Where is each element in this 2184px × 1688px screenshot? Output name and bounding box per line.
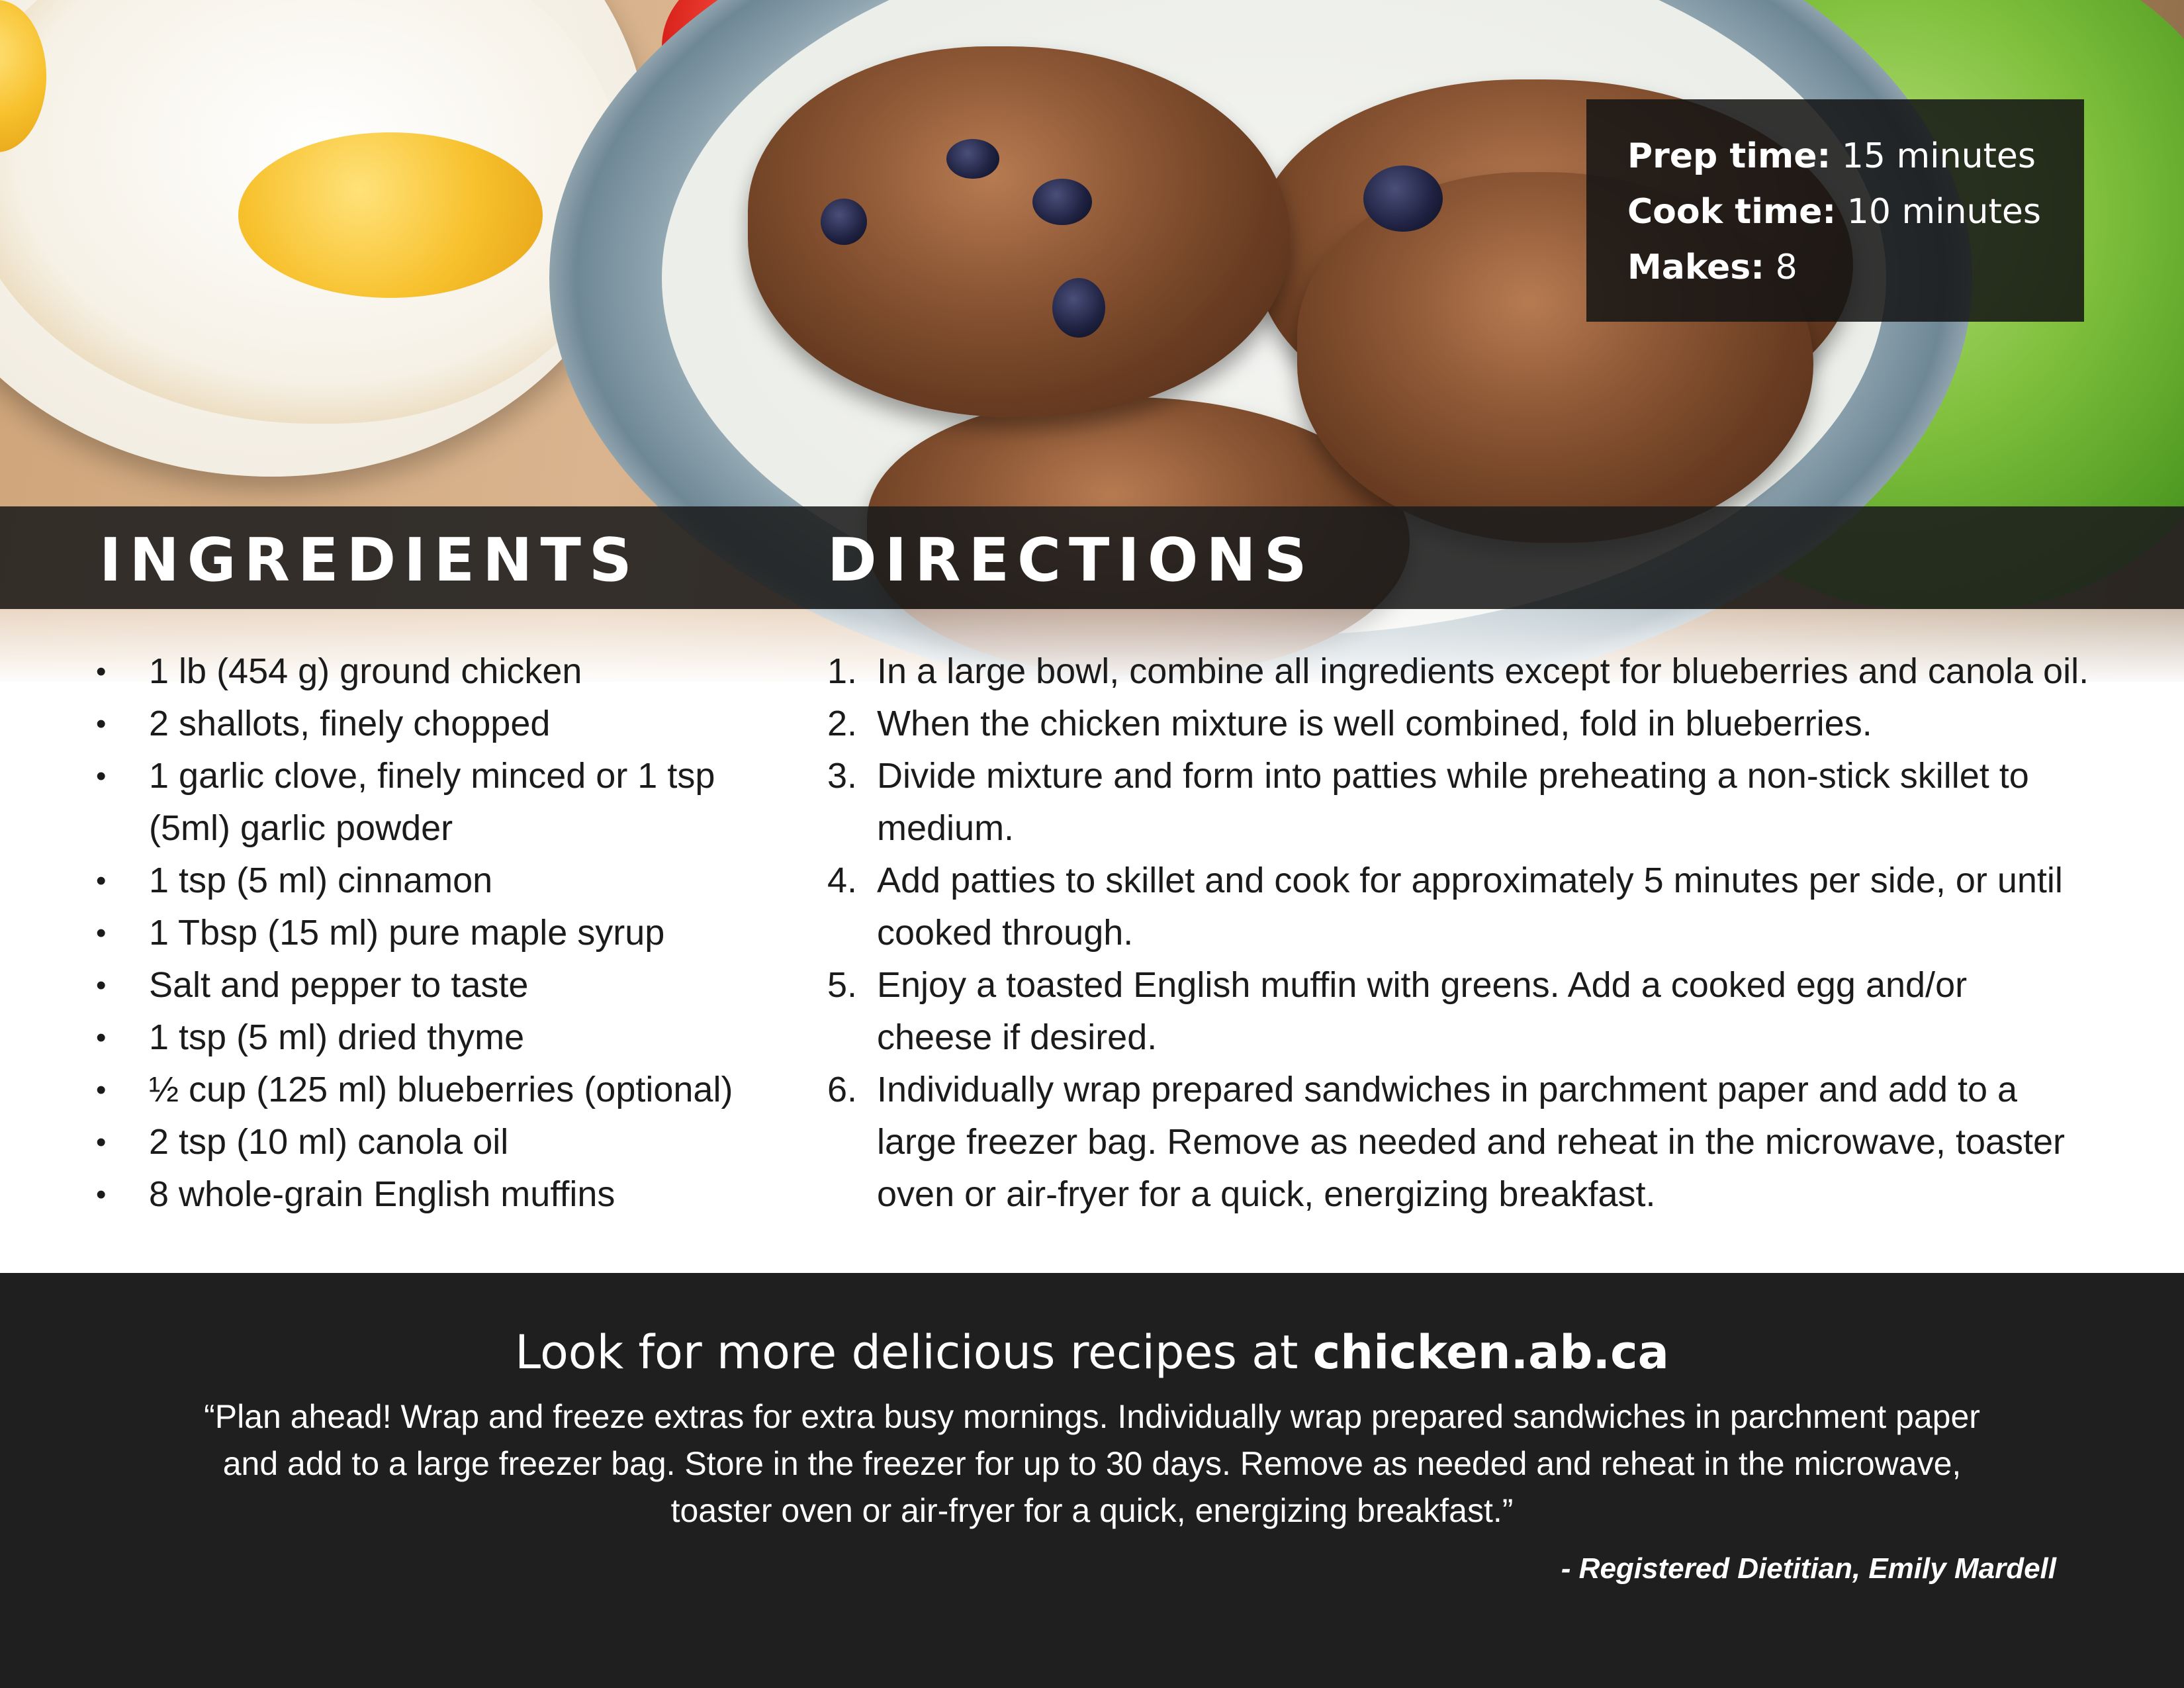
quote-attribution: - Registered Dietitian, Emily Mardell bbox=[1561, 1552, 2056, 1585]
directions-list bbox=[821, 645, 2091, 1221]
ingredient-item: • ½ cup (125 ml) blueberries (optional) bbox=[93, 1064, 768, 1116]
prep-time-value: 15 minutes bbox=[1841, 136, 2036, 176]
cook-time-label: Cook time: bbox=[1627, 192, 1837, 232]
step-text: Add patties to skillet and cook for approximately 5 minutes per side, or until cooked through. bbox=[877, 861, 2063, 953]
blueberry-image bbox=[1032, 179, 1092, 225]
prep-time bbox=[1627, 128, 2084, 184]
ingredient-item: • 8 whole-grain English muffins bbox=[93, 1168, 768, 1221]
footer-heading bbox=[0, 1324, 2184, 1381]
makes bbox=[1627, 240, 2084, 295]
website-link[interactable]: chicken.ab.ca bbox=[1312, 1325, 1669, 1380]
egg-yolk-image bbox=[238, 132, 543, 298]
ingredients-list bbox=[93, 645, 768, 1221]
step-number: 3. bbox=[827, 756, 858, 796]
ingredient-item: • 1 tsp (5 ml) dried thyme bbox=[93, 1011, 768, 1064]
step-number: 1. bbox=[827, 651, 858, 691]
direction-step bbox=[821, 855, 2091, 959]
ingredient-item: • 1 Tbsp (15 ml) pure maple syrup bbox=[93, 907, 768, 959]
step-text: Divide mixture and form into patties while preheating a non-stick skillet to medium. bbox=[877, 756, 2029, 848]
direction-step bbox=[821, 698, 2091, 750]
ingredient-item: • Salt and pepper to taste bbox=[93, 959, 768, 1011]
ingredient-item: • 1 tsp (5 ml) cinnamon bbox=[93, 855, 768, 907]
blueberry-image bbox=[821, 199, 867, 245]
cook-time bbox=[1627, 184, 2084, 240]
prep-time-label: Prep time: bbox=[1627, 136, 1831, 176]
ingredient-item: • 2 tsp (10 ml) canola oil bbox=[93, 1116, 768, 1168]
direction-step bbox=[821, 1064, 2091, 1221]
step-number: 2. bbox=[827, 704, 858, 743]
step-number: 5. bbox=[827, 965, 858, 1005]
directions-heading: DIRECTIONS bbox=[827, 526, 1315, 595]
ingredient-item: • 1 garlic clove, finely minced or 1 tsp (5ml) garlic powder bbox=[93, 750, 768, 855]
step-number: 4. bbox=[827, 861, 858, 900]
direction-step bbox=[821, 645, 2091, 698]
blueberry-image bbox=[1363, 165, 1443, 232]
blueberry-image bbox=[946, 139, 999, 179]
ingredient-item: • 1 lb (454 g) ground chicken bbox=[93, 645, 768, 698]
direction-step bbox=[821, 959, 2091, 1064]
step-number: 6. bbox=[827, 1070, 858, 1109]
step-text: Enjoy a toasted English muffin with greens. Add a cooked egg and/or cheese if desired. bbox=[877, 965, 1968, 1057]
direction-step bbox=[821, 750, 2091, 855]
blueberry-image bbox=[1052, 278, 1105, 338]
makes-value: 8 bbox=[1775, 248, 1797, 287]
footer-heading-text: Look for more delicious recipes at bbox=[515, 1325, 1313, 1380]
dietitian-quote: “Plan ahead! Wrap and freeze extras for extra busy mornings. Individually wrap prepared sandwiches in parchment paper and add to a large freezer bag. Store in the freezer for up to 30 days. Remove as needed and reheat in the microwave, toaster oven or air-fryer for a quick, energizing breakfast.” bbox=[204, 1398, 1980, 1529]
step-text: In a large bowl, combine all ingredients except for blueberries and canola oil. bbox=[877, 651, 2089, 691]
cook-time-value: 10 minutes bbox=[1846, 192, 2041, 232]
step-text: Individually wrap prepared sandwiches in parchment paper and add to a large freezer bag. Remove as needed and reheat in the microwave, toaster oven or air-fryer for a quick, energizing breakfast. bbox=[877, 1070, 2066, 1214]
ingredients-heading: INGREDIENTS bbox=[99, 526, 640, 595]
step-text: When the chicken mixture is well combined, fold in blueberries. bbox=[877, 704, 1872, 743]
makes-label: Makes: bbox=[1627, 248, 1765, 287]
recipe-info-box bbox=[1586, 99, 2084, 322]
ingredient-item: • 2 shallots, finely chopped bbox=[93, 698, 768, 750]
